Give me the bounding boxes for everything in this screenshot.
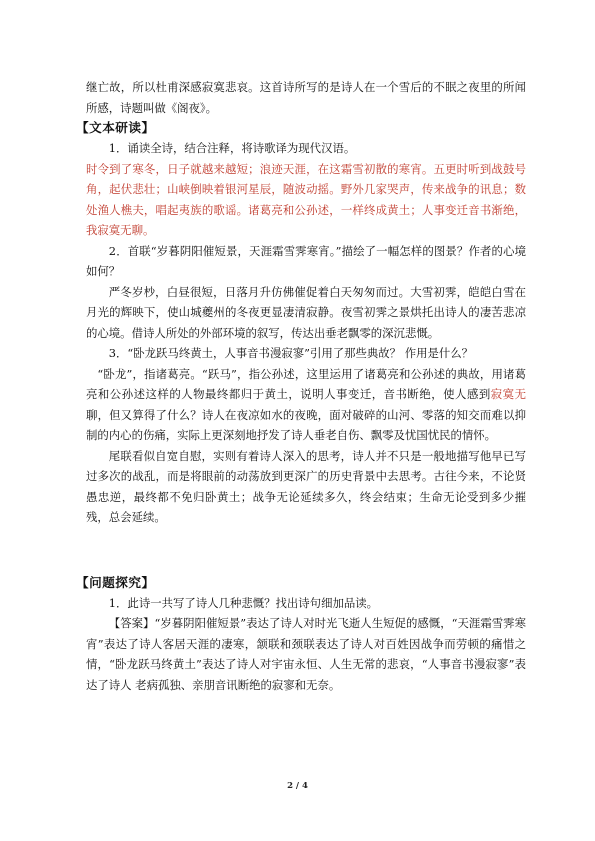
- answer-3: [86, 364, 526, 446]
- answer-1-translation: 时令到了寒冬，日子就越来越短；浪迹天涯，在这霜雪初散的寒宵。五更时听到战鼓号角，起伏悲壮；山峡倒映着银河星辰，随波动摇。野外几家哭声，传来战争的讯息；数处渔人樵夫，唱起夷族的歌谣。诸葛亮和公孙述，一样终成黄土；人事变迁音书渐绝，我寂寞无聊。: [86, 161, 526, 237]
- section-heading-problem-exploration: 【问题探究】: [76, 574, 155, 590]
- answer-3-text-part1: “卧龙”，指诸葛亮。“跃马”，指公孙述，这里运用了诸葛亮和公孙述的典故，用诸葛亮和公孙述这样的人物最终都归于黄土，说明人事变迁，音书断绝，使人感到: [86, 366, 526, 401]
- page-content: [76, 77, 526, 695]
- section-heading-text-study: 【文本研读】: [76, 120, 155, 135]
- intro-paragraph: 继亡故，所以杜甫深感寂寞悲哀。这首诗所写的是诗人在一个雪后的不眠之夜里的所闻所感，诗题叫做《阁夜》。: [86, 80, 526, 115]
- question-3: 3．“卧龙跃马终黄土，人事音书漫寂寥”引用了那些典故？ 作用是什么？: [108, 346, 474, 360]
- question-2: 2．首联“岁暮阴阳催短景，天涯霜雪霁寒宵。”描绘了一幅怎样的图景？作者的心境如何？: [86, 243, 526, 278]
- exploration-answer-1: 【答案】“岁暮阴阳催短景”表达了诗人对时光飞逝人生短促的感慨，“天涯霜雪霁寒宵”表达了诗人客居天涯的凄寒，颔联和颈联表达了诗人对百姓因战争而劳顿的痛惜之情，“卧龙跃马终黄土”表达了诗人对宇宙永恒、人生无常的悲哀，“人事音书漫寂寥”表达了诗人 老病孤独、亲朋音讯断绝的寂寥和无奈。: [86, 616, 526, 692]
- page-number: 2 / 4: [287, 781, 308, 791]
- exploration-question-1: 1．此诗一共写了诗人几种悲慨？找出诗句细加品读。: [108, 595, 379, 610]
- answer-3-text-part2: 聊，但又算得了什么？诗人在夜凉如水的夜晚，面对破碎的山河、零落的知交而难以抑制的内心的伤痛，实际上更深刻地抒发了诗人垂老自伤、飘零及忧国忧民的情怀。: [86, 407, 526, 442]
- question-1: 1．诵读全诗，结合注释，将诗歌译为现代汉语。: [108, 141, 356, 155]
- answer-3-highlight: 寂寞无: [490, 387, 526, 401]
- answer-3-extended: 尾联看似自宽自慰，实则有着诗人深入的思考，诗人并不只是一般地描写他早已写过多次的战乱，而是将眼前的动荡放到更深广的历史背景中去思考。古往今来，不论贤愚忠逆，最终都不免归卧黄土；战争无论延续多久，终会结束；生命无论受到多少摧残，总会延续。: [86, 448, 526, 524]
- section-spacer: [86, 528, 526, 573]
- answer-2: 严冬岁杪，白昼很短，日落月升仿佛催促着白天匆匆而过。大雪初霁，皑皑白雪在月光的辉映下，使山城夔州的冬夜更显凄清寂静。夜雪初霁之景烘托出诗人的凄苦悲凉的心境。借诗人所处的外部环境的叙写，传达出垂老飘零的深沉悲慨。: [86, 284, 526, 340]
